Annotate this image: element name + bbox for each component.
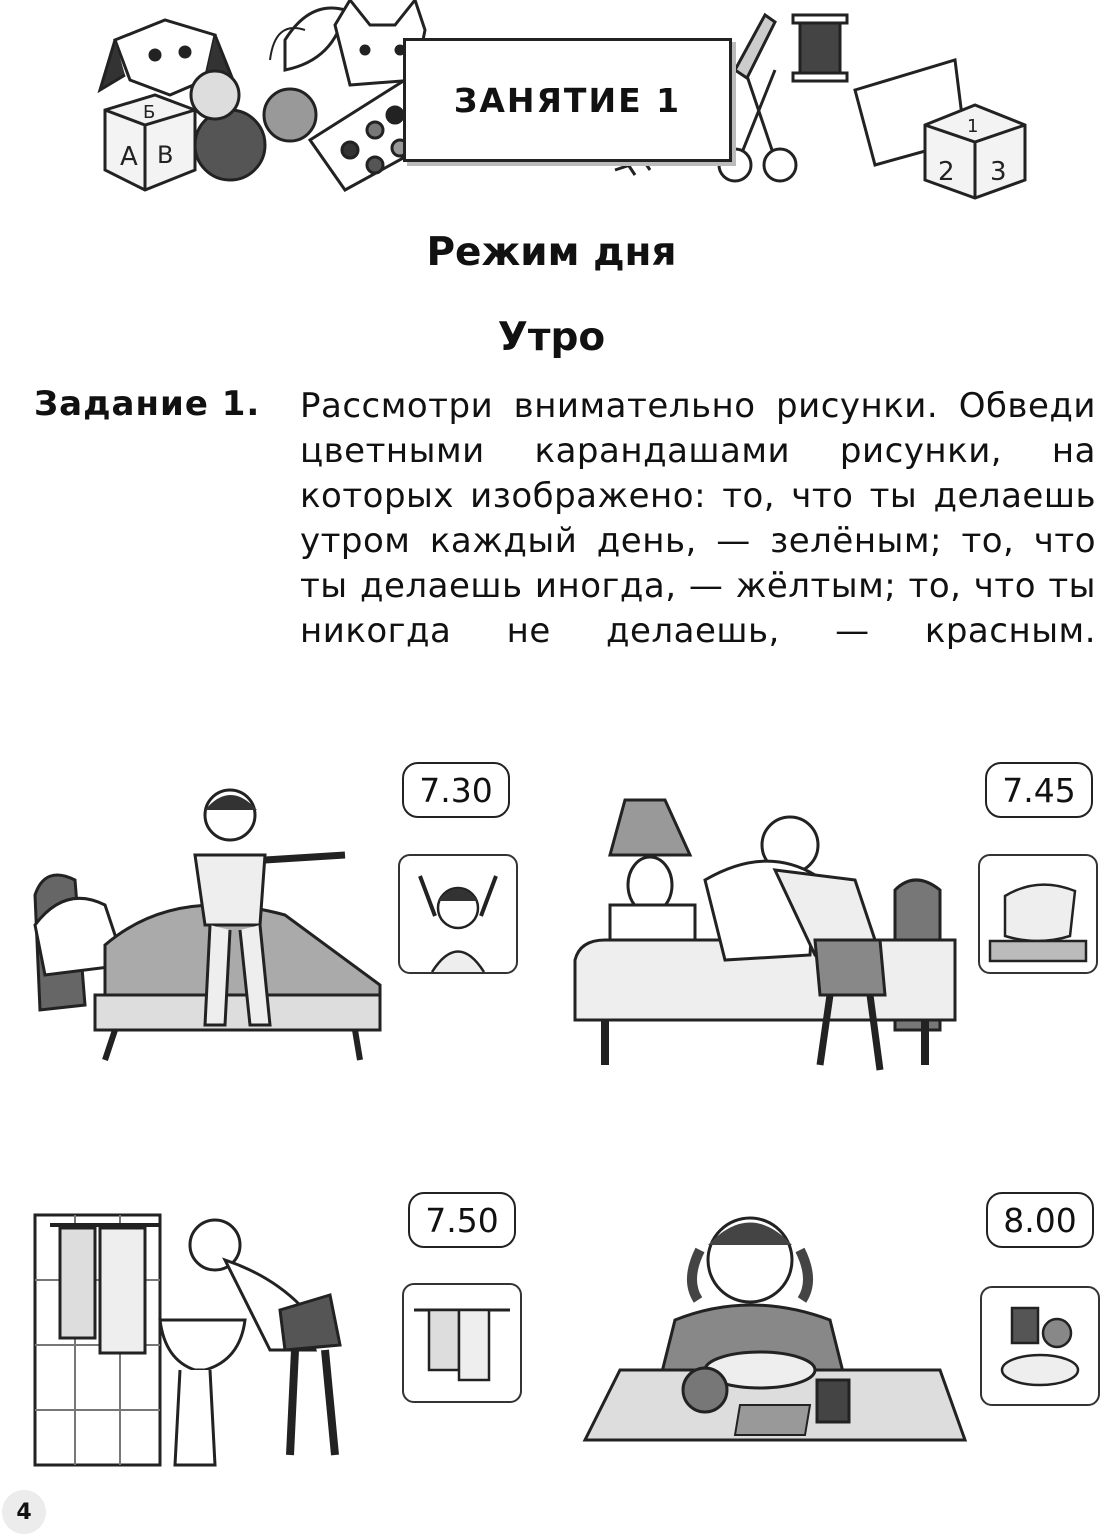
- time-badge: 7.30: [402, 762, 510, 818]
- time-badge: 8.00: [986, 1192, 1094, 1248]
- letter-cube-icon: [105, 95, 195, 190]
- number-cube-icon: [925, 105, 1025, 198]
- boy-washing-face-icon: [30, 1200, 390, 1470]
- thread-spool-icon: [793, 15, 847, 81]
- thumbnail[interactable]: [980, 1286, 1100, 1406]
- task-text: Рассмотри внимательно рисунки. Обведи цветными карандашами рисунки, на которых изображено: то, что ты делаешь утром каждый день, — зелёным; то, что ты делаешь иногда, — жёлтым; то, что ты никогда не делаешь, — красным.: [300, 386, 1096, 651]
- boy-stretching-icon: [400, 856, 516, 972]
- svg-text:А: А: [120, 142, 138, 172]
- task-label: Задание 1.: [34, 384, 261, 424]
- svg-text:В: В: [157, 141, 174, 169]
- towel-icon: [404, 1285, 520, 1401]
- boy-waking-up-icon: [25, 785, 385, 1070]
- svg-text:2: 2: [938, 157, 955, 187]
- thumbnail[interactable]: [402, 1283, 522, 1403]
- section-subtitle: Утро: [497, 315, 606, 360]
- time-badge: 7.50: [408, 1192, 516, 1248]
- pillow-icon: [980, 856, 1096, 972]
- button-icon: [191, 71, 239, 119]
- girl-eating-breakfast-icon: [580, 1190, 970, 1475]
- leaf-icon: [285, 8, 345, 70]
- svg-text:1: 1: [967, 116, 979, 137]
- yarn-ball-icon: [195, 110, 265, 180]
- pencil-icon: [735, 15, 775, 78]
- thumbnail[interactable]: [398, 854, 518, 974]
- time-badge: 7.45: [985, 762, 1093, 818]
- breakfast-icon: [982, 1288, 1098, 1404]
- svg-text:3: 3: [990, 157, 1007, 187]
- lesson-label: ЗАНЯТИЕ 1: [403, 38, 732, 162]
- boy-making-bed-icon: [565, 790, 965, 1080]
- thumbnail[interactable]: [978, 854, 1098, 974]
- page-number: 4: [2, 1490, 46, 1534]
- svg-text:Б: Б: [143, 102, 156, 123]
- page-title: Режим дня: [426, 230, 677, 275]
